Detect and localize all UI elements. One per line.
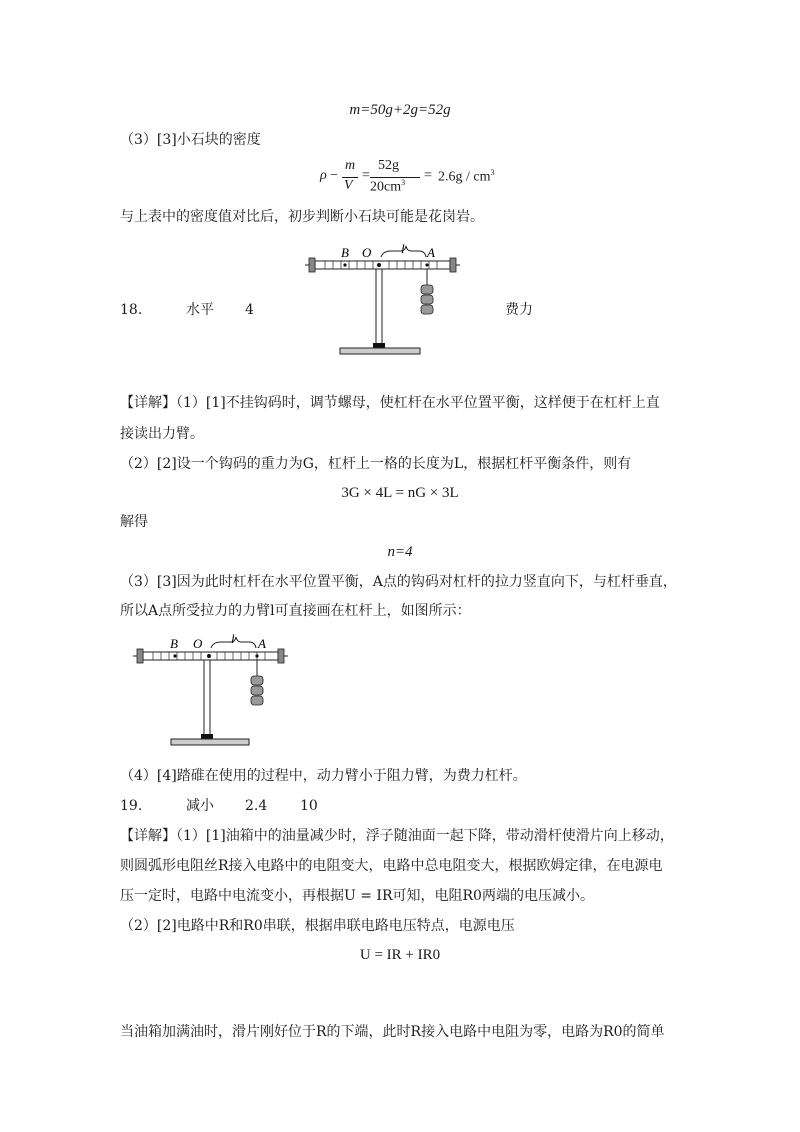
equals-2: = xyxy=(424,168,432,183)
lever-figure xyxy=(133,632,288,745)
density-result: $2.6g / cm^3$ xyxy=(438,168,495,185)
q19-answer-3: 10 xyxy=(300,798,318,814)
q19-detail-line1: 【详解】（1）[1]油箱中的油量减少时，浮子随油面一起下降，带动滑杆使滑片向上移动， xyxy=(120,828,674,844)
label-a: A xyxy=(427,245,435,260)
q19-detail-line4: （2）[2]电路中R和R0串联，根据串联电路电压特点，电源电压 xyxy=(120,918,515,934)
q19-detail-line3: 压一定时，电路中电流变小，再根据U = IR可知，电阻R0两端的电压减小。 xyxy=(120,888,594,904)
n-result: n=4 xyxy=(387,544,413,560)
q19-detail-line2: 则圆弧形电阻丝R接入电路中的电阻变大，电路中总电阻变大，根据欧姆定律，在电源电 xyxy=(120,858,663,874)
q18-answer-1: 水平 xyxy=(186,302,214,318)
q18-detail-line3: （2）[2]设一个钩码的重力为G，杠杆上一格的长度为L，根据杠杆平衡条件，则有 xyxy=(120,456,632,472)
q18-answer-4: 费力 xyxy=(505,302,533,318)
lever-diagram-1 xyxy=(305,243,460,360)
q19-answer-1: 减小 xyxy=(186,798,214,814)
equals-1: = xyxy=(362,168,370,183)
label-b: B xyxy=(341,245,349,260)
density-conclusion: 与上表中的密度值对比后，初步判断小石块可能是花岗岩。 xyxy=(120,209,484,225)
q18-number: 18. xyxy=(120,302,143,318)
q18-detail-line4: （3）[3]因为此时杠杆在水平位置平衡，A点的钩码对杠杆的拉力竖直向下，与杠杆垂直， xyxy=(120,574,677,590)
part3-density-heading: （3）[3]小石块的密度 xyxy=(120,132,261,148)
label-l: l xyxy=(231,632,235,646)
voltage-equation: U = IR + IR0 xyxy=(359,947,441,963)
label-b: B xyxy=(170,636,178,651)
q18-detail-line6: （4）[4]踏碓在使用的过程中，动力臂小于阻力臂，为费力杠杆。 xyxy=(120,768,527,784)
q18-detail-line1: 【详解】（1）[1]不挂钩码时，调节螺母，使杠杆在水平位置平衡，这样便于在杠杆上直 xyxy=(120,395,660,411)
mass-equation: m=50g+2g=52g xyxy=(349,102,451,118)
lever-equation: 3G × 4L = nG × 3L xyxy=(341,485,459,501)
fraction-v: V xyxy=(344,178,353,193)
label-a: A xyxy=(258,636,266,651)
q18-detail-line5: 所以A点所受拉力的力臂l可直接画在杠杆上，如图所示： xyxy=(120,603,471,619)
label-o: O xyxy=(362,245,372,260)
dash-symbol: − xyxy=(330,168,338,183)
fraction-num: 52g xyxy=(378,158,399,173)
q19-detail-line5: 当油箱加满油时，滑片刚好位于R的下端，此时R接入电路中电阻为零，电路为R0的简单 xyxy=(120,1024,665,1040)
solve-label: 解得 xyxy=(120,514,148,530)
label-o: O xyxy=(193,636,203,651)
fraction-den: $20cm^3$ xyxy=(370,178,406,195)
q18-answer-2: 4 xyxy=(245,302,254,318)
q19-number: 19. xyxy=(120,798,143,814)
q18-detail-line2: 接读出力臂。 xyxy=(120,426,204,442)
fraction-m: m xyxy=(345,158,356,173)
lever-diagram-2 xyxy=(133,632,288,752)
q19-answer-2: 2.4 xyxy=(245,798,268,814)
rho-symbol: ρ xyxy=(320,168,327,183)
label-l: l xyxy=(401,243,405,256)
lever-figure xyxy=(305,243,460,354)
